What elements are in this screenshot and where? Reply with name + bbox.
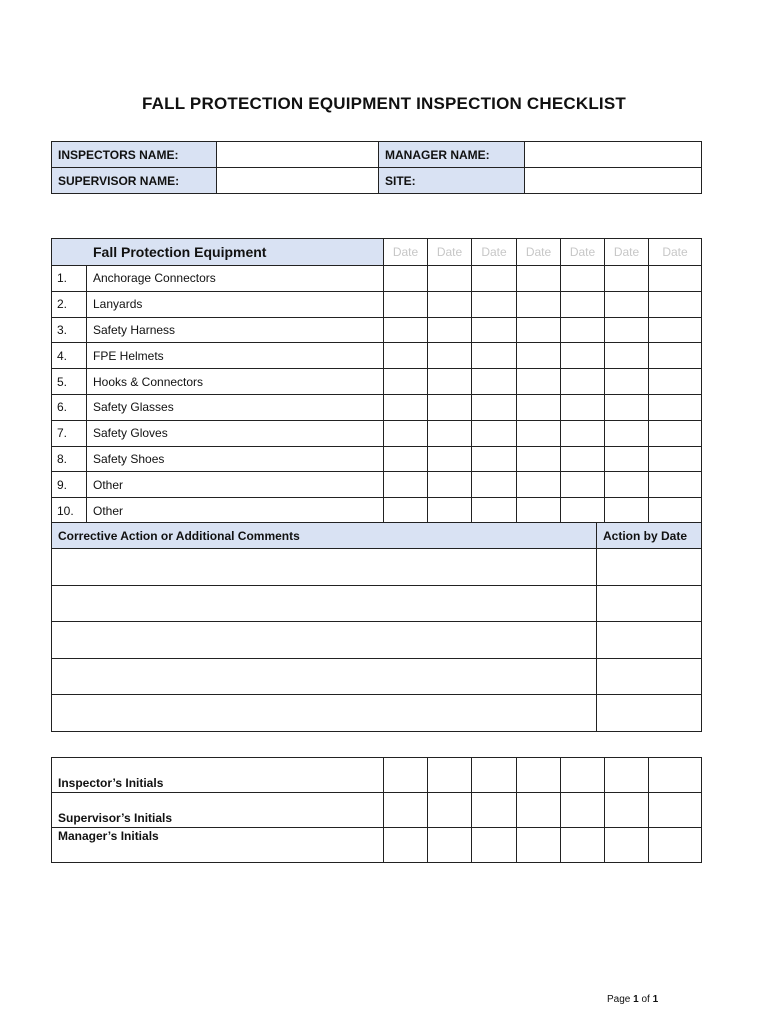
action-by-date-header: Action by Date — [597, 523, 702, 549]
check-cell[interactable] — [472, 420, 517, 446]
check-cell[interactable] — [561, 266, 605, 292]
initials-cell[interactable] — [428, 758, 472, 793]
equipment-table — [51, 238, 702, 524]
initials-cell[interactable] — [561, 793, 605, 828]
supervisor-initials-label: Supervisor’s Initials — [52, 793, 384, 828]
check-cell[interactable] — [384, 472, 428, 498]
item-number: 5. — [52, 369, 87, 395]
check-cell[interactable] — [384, 369, 428, 395]
check-cell[interactable] — [428, 420, 472, 446]
check-cell[interactable] — [649, 317, 702, 343]
initials-cell[interactable] — [517, 793, 561, 828]
check-cell[interactable] — [428, 369, 472, 395]
footer-of: of — [638, 994, 653, 1005]
manager-initials-label: Manager’s Initials — [52, 828, 384, 863]
date-header[interactable]: Date — [517, 239, 561, 266]
date-header[interactable]: Date — [649, 239, 702, 266]
check-cell[interactable] — [472, 394, 517, 420]
check-cell[interactable] — [649, 394, 702, 420]
action-date-field[interactable] — [597, 658, 702, 695]
check-cell[interactable] — [605, 498, 649, 524]
page-title: FALL PROTECTION EQUIPMENT INSPECTION CHECKLIST — [142, 94, 626, 113]
initials-cell[interactable] — [384, 793, 428, 828]
comment-row — [52, 549, 702, 586]
check-cell[interactable] — [472, 446, 517, 472]
check-cell[interactable] — [384, 343, 428, 369]
comment-row — [52, 658, 702, 695]
check-cell[interactable] — [517, 291, 561, 317]
table-row — [52, 369, 702, 395]
check-cell[interactable] — [517, 472, 561, 498]
comments-header: Corrective Action or Additional Comments — [52, 523, 597, 549]
check-cell[interactable] — [472, 343, 517, 369]
check-cell[interactable] — [561, 498, 605, 524]
check-cell[interactable] — [472, 472, 517, 498]
check-cell[interactable] — [605, 369, 649, 395]
check-cell[interactable] — [649, 343, 702, 369]
equipment-header: Fall Protection Equipment — [52, 239, 384, 266]
check-cell[interactable] — [384, 394, 428, 420]
item-number: 6. — [52, 394, 87, 420]
check-cell[interactable] — [428, 472, 472, 498]
check-cell[interactable] — [428, 343, 472, 369]
initials-cell[interactable] — [428, 793, 472, 828]
check-cell[interactable] — [561, 317, 605, 343]
footer-page-total: 1 — [652, 994, 659, 1005]
item-name: Safety Glasses — [87, 394, 384, 420]
check-cell[interactable] — [649, 369, 702, 395]
manager-name-field[interactable] — [525, 142, 702, 168]
action-date-field[interactable] — [597, 585, 702, 622]
check-cell[interactable] — [428, 498, 472, 524]
initials-cell[interactable] — [561, 828, 605, 863]
initials-cell[interactable] — [561, 758, 605, 793]
check-cell[interactable] — [384, 317, 428, 343]
item-number: 2. — [52, 291, 87, 317]
check-cell[interactable] — [517, 498, 561, 524]
check-cell[interactable] — [428, 317, 472, 343]
check-cell[interactable] — [561, 343, 605, 369]
check-cell[interactable] — [561, 369, 605, 395]
inspector-name-label: INSPECTORS NAME: — [52, 142, 217, 168]
check-cell[interactable] — [561, 420, 605, 446]
table-row — [52, 446, 702, 472]
check-cell[interactable] — [605, 446, 649, 472]
comment-row — [52, 585, 702, 622]
check-cell[interactable] — [561, 472, 605, 498]
date-header[interactable]: Date — [561, 239, 605, 266]
check-cell[interactable] — [517, 317, 561, 343]
comment-field[interactable] — [52, 549, 597, 586]
date-header[interactable]: Date — [384, 239, 428, 266]
check-cell[interactable] — [472, 266, 517, 292]
check-cell[interactable] — [428, 266, 472, 292]
initials-cell[interactable] — [384, 828, 428, 863]
item-name: FPE Helmets — [87, 343, 384, 369]
check-cell[interactable] — [517, 446, 561, 472]
supervisor-name-label: SUPERVISOR NAME: — [52, 168, 217, 194]
table-row — [52, 266, 702, 292]
check-cell[interactable] — [649, 472, 702, 498]
check-cell[interactable] — [517, 420, 561, 446]
check-cell[interactable] — [605, 317, 649, 343]
check-cell[interactable] — [605, 420, 649, 446]
table-row — [52, 498, 702, 524]
check-cell[interactable] — [649, 266, 702, 292]
comments-table — [51, 522, 702, 732]
check-cell[interactable] — [384, 446, 428, 472]
check-cell[interactable] — [649, 446, 702, 472]
item-name: Safety Gloves — [87, 420, 384, 446]
check-cell[interactable] — [605, 343, 649, 369]
item-name: Other — [87, 472, 384, 498]
check-cell[interactable] — [428, 291, 472, 317]
initials-cell[interactable] — [649, 758, 702, 793]
item-name: Other — [87, 498, 384, 524]
check-cell[interactable] — [384, 420, 428, 446]
initials-cell[interactable] — [472, 828, 517, 863]
supervisor-name-field[interactable] — [217, 168, 379, 194]
check-cell[interactable] — [472, 498, 517, 524]
initials-cell[interactable] — [472, 793, 517, 828]
table-row — [52, 291, 702, 317]
initials-cell[interactable] — [517, 828, 561, 863]
comment-row — [52, 622, 702, 659]
comment-field[interactable] — [52, 695, 597, 732]
check-cell[interactable] — [517, 369, 561, 395]
comment-field[interactable] — [52, 658, 597, 695]
check-cell[interactable] — [517, 343, 561, 369]
check-cell[interactable] — [561, 291, 605, 317]
check-cell[interactable] — [517, 266, 561, 292]
date-header[interactable]: Date — [428, 239, 472, 266]
check-cell[interactable] — [472, 317, 517, 343]
check-cell[interactable] — [605, 394, 649, 420]
item-number: 3. — [52, 317, 87, 343]
info-table — [51, 141, 702, 194]
initials-cell[interactable] — [472, 758, 517, 793]
check-cell[interactable] — [649, 420, 702, 446]
action-date-field[interactable] — [597, 695, 702, 732]
item-number: 10. — [52, 498, 87, 524]
page-footer — [607, 994, 658, 1005]
check-cell[interactable] — [517, 394, 561, 420]
table-row — [52, 472, 702, 498]
initials-cell[interactable] — [605, 828, 649, 863]
comment-field[interactable] — [52, 585, 597, 622]
check-cell[interactable] — [649, 291, 702, 317]
item-name: Safety Shoes — [87, 446, 384, 472]
table-row — [52, 317, 702, 343]
site-label: SITE: — [379, 168, 525, 194]
manager-name-label: MANAGER NAME: — [379, 142, 525, 168]
initials-cell[interactable] — [384, 758, 428, 793]
check-cell[interactable] — [605, 266, 649, 292]
initials-cell[interactable] — [649, 793, 702, 828]
action-date-field[interactable] — [597, 622, 702, 659]
table-row — [52, 420, 702, 446]
item-name: Safety Harness — [87, 317, 384, 343]
item-number: 9. — [52, 472, 87, 498]
check-cell[interactable] — [384, 291, 428, 317]
initials-cell[interactable] — [605, 758, 649, 793]
check-cell[interactable] — [384, 498, 428, 524]
item-name: Lanyards — [87, 291, 384, 317]
item-number: 7. — [52, 420, 87, 446]
table-row — [52, 394, 702, 420]
initials-cell[interactable] — [428, 828, 472, 863]
initials-cell[interactable] — [649, 828, 702, 863]
check-cell[interactable] — [472, 291, 517, 317]
check-cell[interactable] — [605, 291, 649, 317]
check-cell[interactable] — [384, 266, 428, 292]
initials-cell[interactable] — [605, 793, 649, 828]
initials-cell[interactable] — [517, 758, 561, 793]
inspector-initials-label: Inspector’s Initials — [52, 758, 384, 793]
check-cell[interactable] — [605, 472, 649, 498]
site-field[interactable] — [525, 168, 702, 194]
footer-prefix: Page — [607, 994, 634, 1005]
item-number: 4. — [52, 343, 87, 369]
date-header[interactable]: Date — [605, 239, 649, 266]
action-date-field[interactable] — [597, 549, 702, 586]
check-cell[interactable] — [561, 446, 605, 472]
initials-table — [51, 757, 702, 863]
item-name: Hooks & Connectors — [87, 369, 384, 395]
comment-field[interactable] — [52, 622, 597, 659]
footer-page-number: 1 — [633, 994, 639, 1005]
item-name: Anchorage Connectors — [87, 266, 384, 292]
table-row — [52, 343, 702, 369]
item-number: 1. — [52, 266, 87, 292]
check-cell[interactable] — [561, 394, 605, 420]
check-cell[interactable] — [472, 369, 517, 395]
item-number: 8. — [52, 446, 87, 472]
check-cell[interactable] — [428, 446, 472, 472]
comment-row — [52, 695, 702, 732]
date-header[interactable]: Date — [472, 239, 517, 266]
inspector-name-field[interactable] — [217, 142, 379, 168]
check-cell[interactable] — [649, 498, 702, 524]
check-cell[interactable] — [428, 394, 472, 420]
